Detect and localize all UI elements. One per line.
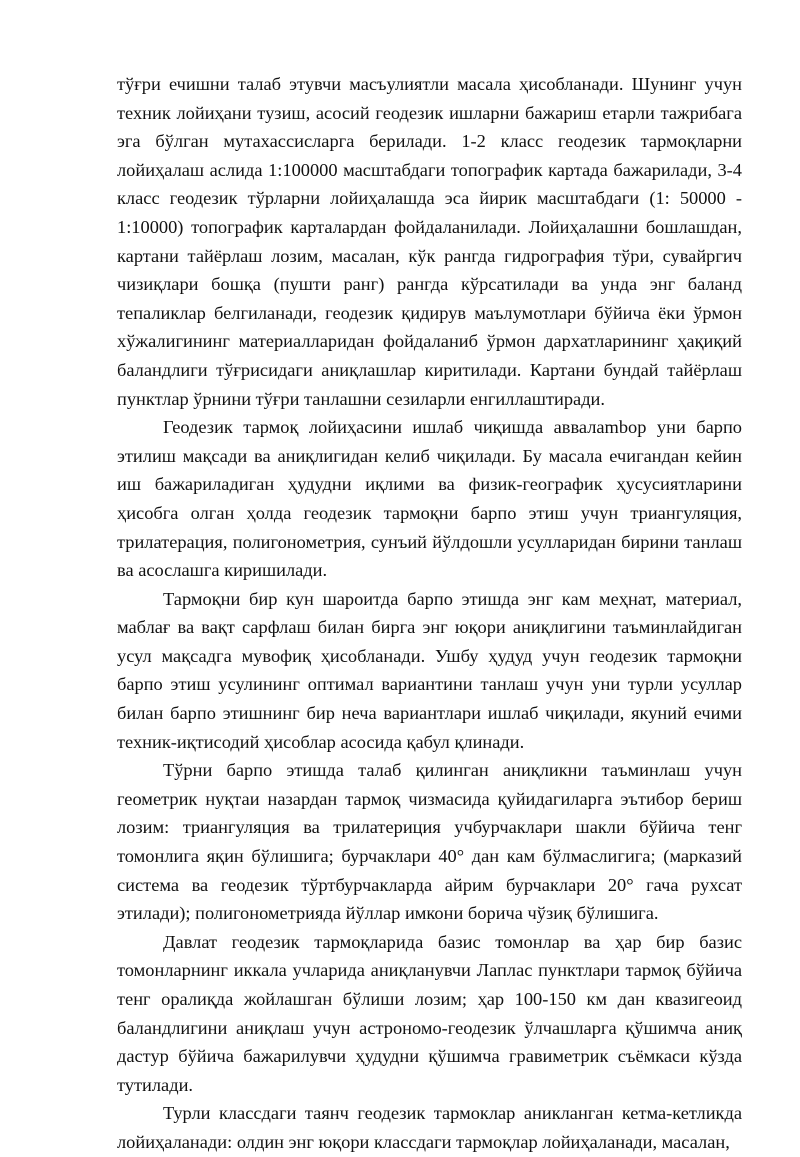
paragraph-1: тўғри ечишни талаб этувчи масъулиятли масала ҳисобланади. Шунинг учун техник лойиҳани тузиш, асосий геодезик ишларни бажариш етарли тажрибага эга бўлган мутахассисларга берилади. 1-2 класс геодезик тармоқларни лойиҳалаш аслида 1:100000 масштабдаги топографик картада бажарилади, 3-4 класс геодезик тўрларни лойиҳалашда эса йирик масштабдаги (1: 50000 - 1:10000) топографик карталардан фойдаланилади. Лойиҳалашни бошлашдан, картани тайёрлаш лозим, масалан, кўк рангда гидрография тўри, сувайргич чизиқлари бошқа (пушти ранг) рангда кўрсатилади ва унда энг баланд тепаликлар белгиланади, геодезик қидирув маълумотлари бўйича ёки ўрмон хўжалигининг материалларидан фойдаланиб ўрмон дархатларининг ҳақиқий баландлиги тўғрисидаги аниқлашлар киритилади. Картани бундай тайёрлаш пунктлар ўрнини тўғри танлашни сезиларли енгиллаштиради. [117, 74, 742, 409]
paragraph-3: Тармоқни бир кун шароитда барпо этишда энг кам меҳнат, материал, маблағ ва вақт сарфлаш билан бирга энг юқори аниқлигини таъминлайдиган усул мақсадга мувофиқ ҳисобланади. Ушбу ҳудуд учун геодезик тармоқни барпо этиш усулининг оптимал вариантини танлаш учун уни турли усуллар билан барпо этишнинг бир неча вариантлари ишлаб чиқилади, якуний ечими техник-иқтисодий ҳисоблар асосида қабул қлинади. [117, 588, 742, 752]
document-page [117, 70, 742, 1157]
paragraph-5: Давлат геодезик тармоқларида базис томонлар ва ҳар бир базис томонларнинг иккала учларида аниқланувчи Лаплас пунктлари тармоқ бўйича тенг оралиқда жойлашган бўлиши лозим; ҳар 100-150 км дан квазигеоид баландлигини аниқлаш учун астрономо-геодезик ўлчашларга қўшимча аниқ дастур бўйича бажарилувчи ҳудудни қўшимча гравиметрик съёмкаси кўзда тутилади. [117, 931, 742, 1095]
paragraph-6: Турли классдаги таянч геодезик тармоклар аникланган кетма-кетликда лойиҳаланади: олдин энг юқори классдаги тармоқлар лойиҳаланади, масалан, [117, 1103, 742, 1152]
paragraph-2: Геодезик тармоқ лойиҳасини ишлаб чиқишда аввалambор уни барпо этилиш мақсади ва аниқлигидан келиб чиқилади. Бу масала ечигандан кейин иш бажариладиган ҳудудни иқлими ва физик-географик ҳусусиятларини ҳисобга олган ҳолда геодезик тармоқни барпо этиш учун триангуляция, трилатерация, полигонометрия, сунъий йўлдошли усулларидан бирини танлаш ва асослашга киришилади. [117, 417, 742, 581]
paragraph-4: Тўрни барпо этишда талаб қилинган аниқликни таъминлаш учун геометрик нуқтаи назардан тармоқ чизмасида қуйидагиларга эътибор бериш лозим: триангуляция ва трилатериция учбурчаклари шакли бўйича тенг томонлига яқин бўлишига; бурчаклари 40° дан кам бўлмаслигига; (марказий система ва геодезик тўртбурчакларда айрим бурчаклари 20° гача рухсат этилади); полигонометрияда йўллар имкони борича чўзиқ бўлишига. [117, 760, 742, 924]
